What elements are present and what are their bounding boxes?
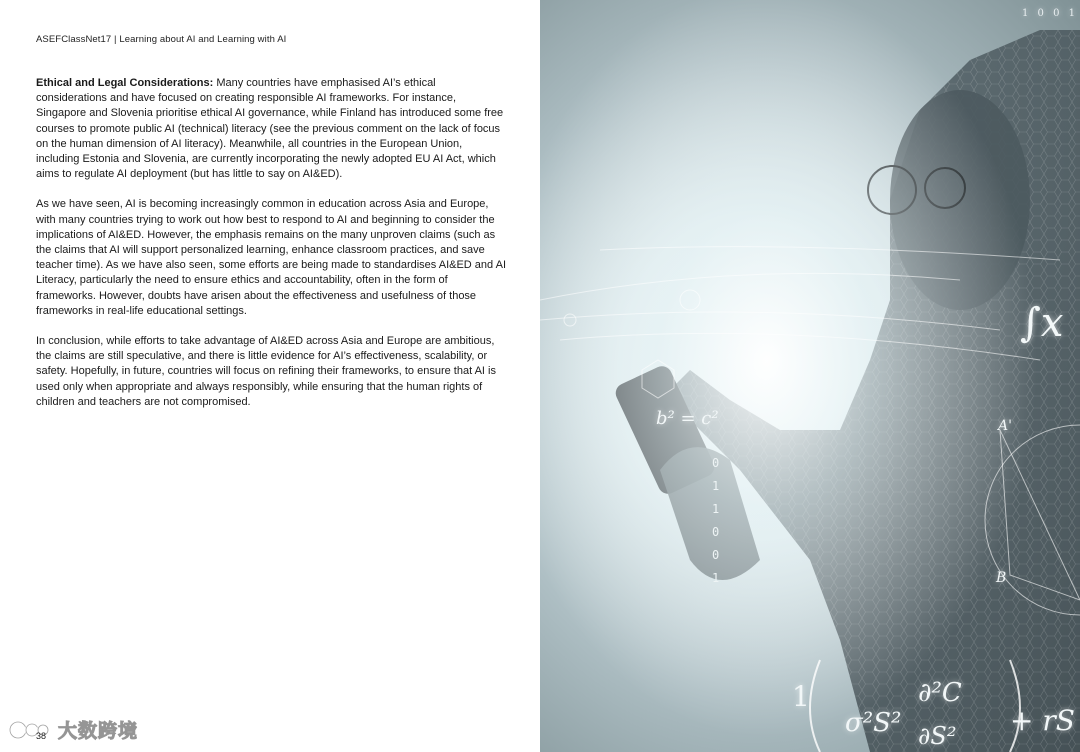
paragraph-adoption: As we have seen, AI is becoming increasingly common in education across Asia and Europe, with many countries trying to work out how best to respond to AI and beginning to consider the implications of AI&ED. However, the emphasis remains on the many unproven claims (such as the claims that AI will support personalized learning, enhance classroom practices, and save teacher time). As we have also seen, some efforts are being made to standardises AI&ED and AI Literacy, particularly the need to ensure ethics and accountability, often in the form of frameworks. However, doubts have arisen about the effectiveness and usefulness of those frameworks in real-life educational settings. <box>36 198 507 317</box>
binary-digit: 0 <box>712 525 720 539</box>
person-with-phone-and-math-overlay-image <box>540 0 1080 752</box>
partial-glyph: ∂²C <box>918 678 962 708</box>
digits-glyph: 1 0 0 1 <box>1022 8 1078 19</box>
b-squared-glyph: b² = c² <box>656 408 719 429</box>
binary-digit: 0 <box>712 456 720 470</box>
binary-digit: 1 <box>712 479 720 493</box>
label-a-glyph: A' <box>998 418 1012 434</box>
article-body <box>36 76 506 425</box>
running-header: ASEFClassNet17 | Learning about AI and Learning with AI <box>36 34 287 45</box>
photo-illustration <box>540 0 1080 752</box>
binary-column <box>712 452 719 590</box>
paragraph-ethical-legal <box>36 76 506 182</box>
binary-digit: 1 <box>712 571 720 585</box>
paragraph-heading: Ethical and Legal Considerations: <box>36 77 214 89</box>
page-number: 38 <box>36 731 47 741</box>
watermark-text: 大数跨境 <box>58 720 139 742</box>
label-b-glyph: B <box>996 570 1007 586</box>
plus-rs-glyph: + rS <box>1010 704 1075 737</box>
binary-digit: 0 <box>712 548 720 562</box>
sigma-glyph: σ²S² <box>845 708 902 738</box>
paragraph-conclusion: In conclusion, while efforts to take advantage of AI&ED across Asia and Europe are ambitious, the claims are still speculative, and there is little evidence for AI’s effectiveness, scalability, or safety. Hopefully, in future, countries will focus on refining their frameworks, to ensure that AI is used only when appropriate and always responsibly, while ensuring that the human rights of children and teachers are not compromised. <box>36 335 496 408</box>
one-glyph: 1 <box>792 680 810 713</box>
integral-glyph: ∫x <box>1020 300 1064 346</box>
watermark <box>8 716 138 743</box>
paragraph-text: Many countries have emphasised AI’s ethical considerations and have focused on creating responsible AI frameworks. For instance, Singapore and Slovenia prioritise ethical AI governance, while Finland has introduced some free courses to promote public AI (technical) literacy (see the previous comment on the lack of focus on the human dimension of AI literacy). Meanwhile, all countries in the European Union, including Estonia and Slovenia, are currently incorporating the newly adopted EU AI Act, which aims to regulate AI deployment (but has little to say on AI&ED). <box>36 77 504 181</box>
partial-den-glyph: ∂S² <box>918 722 957 750</box>
binary-digit: 1 <box>712 502 720 516</box>
